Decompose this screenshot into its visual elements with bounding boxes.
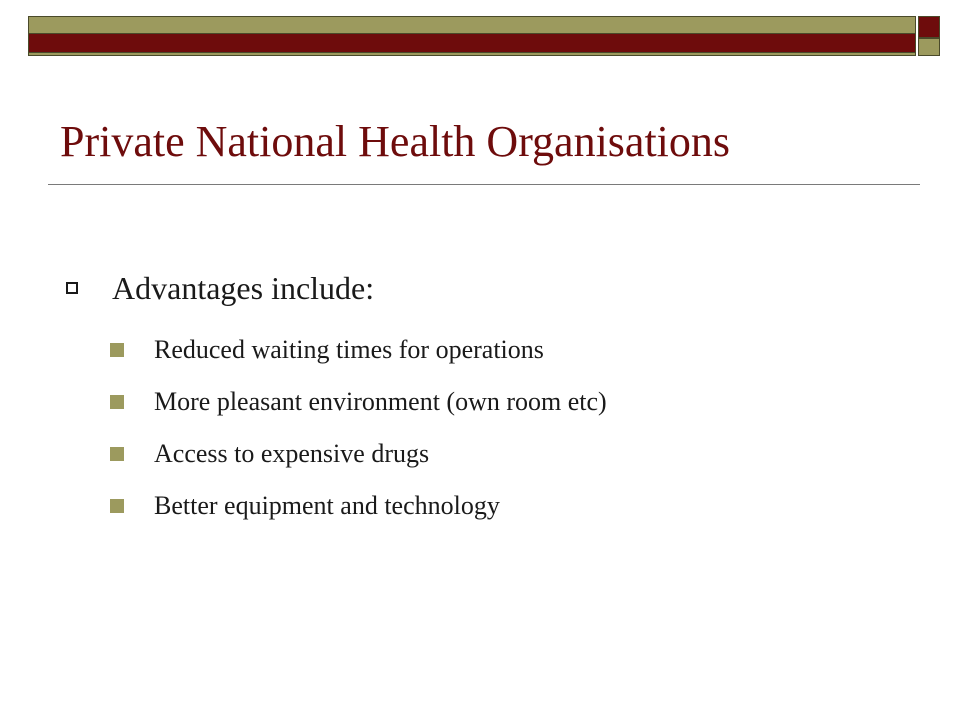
list-item-label: Reduced waiting times for operations bbox=[154, 335, 544, 364]
list-item-label: Better equipment and technology bbox=[154, 491, 500, 520]
bullet-heading-text: Advantages include: bbox=[112, 270, 375, 306]
list-item-label: Access to expensive drugs bbox=[154, 439, 430, 468]
corner-square-olive bbox=[918, 38, 940, 56]
list-item bbox=[110, 376, 607, 428]
filled-square-icon bbox=[110, 447, 124, 461]
header-band-maroon bbox=[28, 34, 916, 52]
list-item bbox=[110, 480, 607, 532]
title-divider bbox=[48, 184, 920, 185]
list-item bbox=[110, 324, 607, 376]
corner-square-maroon bbox=[918, 16, 940, 38]
filled-square-icon bbox=[110, 395, 124, 409]
header-band-olive-top bbox=[28, 16, 916, 34]
slide-title: Private National Health Organisations bbox=[60, 117, 731, 166]
hollow-square-icon bbox=[66, 282, 78, 294]
filled-square-icon bbox=[110, 343, 124, 357]
bullet-heading bbox=[66, 268, 374, 308]
filled-square-icon bbox=[110, 499, 124, 513]
advantages-list bbox=[110, 324, 607, 532]
list-item-label: More pleasant environment (own room etc) bbox=[154, 387, 607, 416]
list-item bbox=[110, 428, 607, 480]
header-band-olive-bottom bbox=[28, 52, 916, 56]
